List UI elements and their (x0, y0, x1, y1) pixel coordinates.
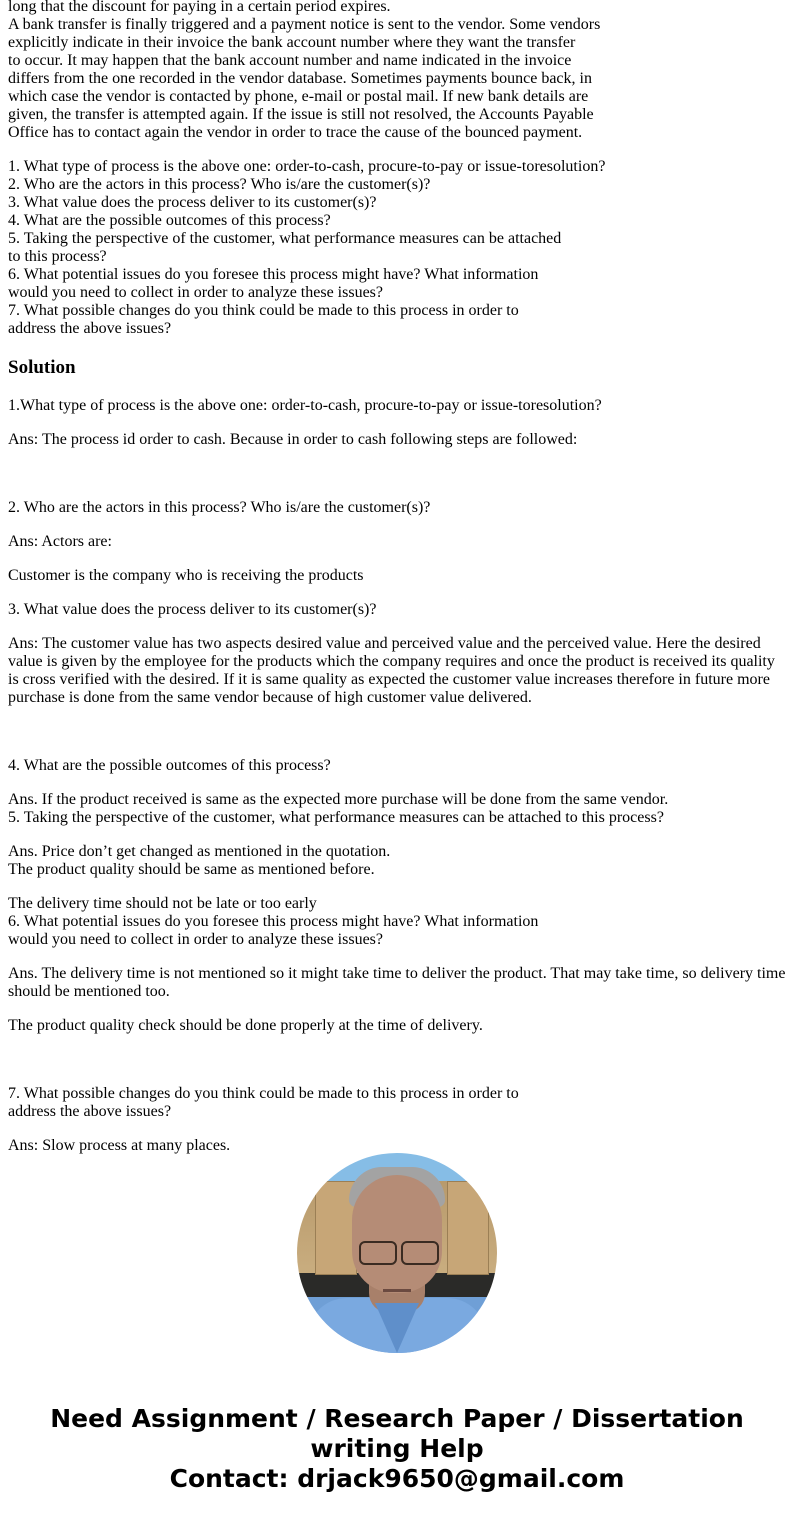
answer-4 (8, 791, 788, 827)
question-line: 6. What potential issues do you foresee this process might have? What information (8, 266, 539, 283)
text-line: 2. Who are the actors in this process? Who is/are the customer(s)? (8, 499, 431, 516)
text-line: is cross verified with the desired. If it is same quality as expected the customer value increases therefore in future more (8, 671, 770, 688)
question-line: 7. What possible changes do you think could be made to this process in order to (8, 302, 519, 319)
solution-heading: Solution (8, 357, 76, 378)
text-line: Ans: The customer value has two aspects desired value and perceived value and the perceived value. Here the desired (8, 635, 761, 652)
question-5: 5. Taking the perspective of the customer, what performance measures can be attached to this process? (8, 809, 664, 826)
text-line: long that the discount for paying in a certain period expires. (8, 0, 391, 15)
text-line: Ans. Price don’t get changed as mentioned in the quotation. (8, 843, 391, 860)
answer-5b (8, 895, 788, 949)
answer-1 (8, 431, 788, 449)
author-photo (297, 1153, 497, 1353)
question-line: 5. Taking the perspective of the customer, what performance measures can be attached (8, 230, 562, 247)
text-line: 7. What possible changes do you think could be made to this process in order to (8, 1085, 519, 1102)
question-line: address the above issues? (8, 320, 172, 337)
document (8, 0, 788, 1171)
question-7 (8, 1085, 788, 1121)
text-line: A bank transfer is finally triggered and a payment notice is sent to the vendor. Some vendors (8, 16, 601, 33)
text-line: The product quality check should be done properly at the time of delivery. (8, 1017, 483, 1034)
spacer (8, 723, 788, 741)
question-line: 3. What value does the process deliver to its customer(s)? (8, 194, 377, 211)
text-line: Ans. If the product received is same as the expected more purchase will be done from the same vendor. (8, 791, 669, 808)
wall-panel (447, 1181, 489, 1275)
text-line: differs from the one recorded in the vendor database. Sometimes payments bounce back, in (8, 70, 592, 87)
glasses-icon (401, 1241, 439, 1265)
text-line: Ans: Slow process at many places. (8, 1137, 231, 1154)
question-line: 1. What type of process is the above one: order-to-cash, procure-to-pay or issue-toresolution? (8, 158, 606, 175)
face (352, 1175, 442, 1293)
mouth (383, 1289, 411, 1292)
spacer (8, 1051, 788, 1069)
text-line: purchase is done from the same vendor because of high customer value delivered. (8, 689, 532, 706)
banner-line: Need Assignment / Research Paper / Dissertation (50, 1404, 744, 1433)
answer-2b (8, 567, 788, 585)
text-line: to occur. It may happen that the bank account number and name indicated in the invoice (8, 52, 572, 69)
text-line: explicitly indicate in their invoice the bank account number where they want the transfer (8, 34, 576, 51)
contact-banner (0, 1404, 794, 1494)
text-line: 3. What value does the process deliver to its customer(s)? (8, 601, 377, 618)
problem-paragraph (8, 0, 788, 142)
text-line: Ans: The process id order to cash. Because in order to cash following steps are followed: (8, 431, 578, 448)
text-line: address the above issues? (8, 1103, 172, 1120)
spacer (8, 465, 788, 483)
answer-6 (8, 965, 788, 1001)
text-line: given, the transfer is attempted again. If the issue is still not resolved, the Accounts Payable (8, 106, 594, 123)
text-line: value is given by the employee for the products which the company requires and once the product is received its quality (8, 653, 775, 670)
glasses-icon (359, 1241, 397, 1265)
text-line: 4. What are the possible outcomes of this process? (8, 757, 331, 774)
text-line: Customer is the company who is receiving the products (8, 567, 364, 584)
question-line: 4. What are the possible outcomes of this process? (8, 212, 331, 229)
question-3 (8, 601, 788, 619)
question-4 (8, 757, 788, 775)
question-list (8, 158, 788, 338)
text-line: 1.What type of process is the above one: order-to-cash, procure-to-pay or issue-toresolution? (8, 397, 602, 414)
answer-5 (8, 843, 788, 879)
question-6: would you need to collect in order to analyze these issues? (8, 931, 383, 948)
question-line: would you need to collect in order to analyze these issues? (8, 284, 383, 301)
question-6: 6. What potential issues do you foresee this process might have? What information (8, 913, 539, 930)
question-line: 2. Who are the actors in this process? Who is/are the customer(s)? (8, 176, 431, 193)
text-line: The product quality should be same as mentioned before. (8, 861, 375, 878)
question-line: to this process? (8, 248, 107, 265)
text-line: The delivery time should not be late or too early (8, 895, 317, 912)
text-line: Ans. The delivery time is not mentioned so it might take time to deliver the product. That may take time, so delivery time (8, 965, 786, 982)
text-line: Ans: Actors are: (8, 533, 112, 550)
answer-2 (8, 533, 788, 551)
text-line: should be mentioned too. (8, 983, 170, 1000)
answer-6b (8, 1017, 788, 1035)
text-line: which case the vendor is contacted by phone, e-mail or postal mail. If new bank details are (8, 88, 589, 105)
question-1 (8, 397, 788, 415)
banner-line: writing Help (310, 1434, 484, 1463)
contact-email: Contact: drjack9650@gmail.com (169, 1464, 625, 1493)
text-line: Office has to contact again the vendor in order to trace the cause of the bounced payment. (8, 124, 583, 141)
answer-3 (8, 635, 788, 707)
question-2 (8, 499, 788, 517)
